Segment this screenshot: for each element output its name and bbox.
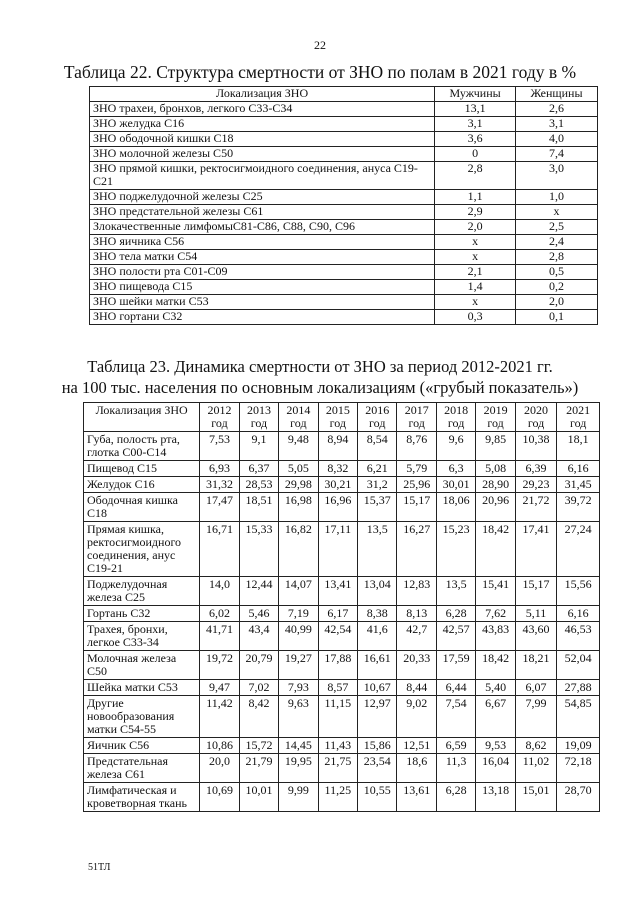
table23-cell-value: 11,3: [436, 754, 475, 783]
table23-cell-value: 31,45: [557, 477, 600, 493]
table23-cell-value: 6,3: [436, 461, 475, 477]
year-number: 2020: [524, 403, 549, 417]
table23-cell-value: 17,47: [200, 493, 239, 522]
table23-cell-value: 10,67: [358, 680, 397, 696]
table23-cell-value: 29,23: [515, 477, 557, 493]
table23-cell-value: 9,6: [436, 432, 475, 461]
table22-cell-men: 0,3: [435, 310, 516, 325]
table23-cell-value: 15,72: [239, 738, 278, 754]
table23-cell-value: 10,55: [358, 783, 397, 812]
table22-cell-loc: ЗНО трахеи, бронхов, легкого С33-С34: [90, 102, 435, 117]
table23-cell-value: 18,06: [436, 493, 475, 522]
year-number: 2013: [246, 403, 271, 417]
table23-cell-value: 16,82: [279, 522, 318, 577]
table22-cell-loc: ЗНО поджелудочной железы С25: [90, 190, 435, 205]
table22-cell-women: 0,1: [516, 310, 598, 325]
table23-title-line2: на 100 тыс. населения по основным локализациям («грубый показатель»): [61, 378, 579, 397]
table23-cell-loc: Шейка матки С53: [84, 680, 200, 696]
table23-cell-value: 9,53: [476, 738, 515, 754]
table23-cell-value: 8,32: [318, 461, 357, 477]
table23-cell-value: 6,16: [557, 606, 600, 622]
table23-cell-value: 5,40: [476, 680, 515, 696]
table23-cell-loc: Другие новообразования матки С54-55: [84, 696, 200, 738]
table22-header-loc: Локализация ЗНО: [90, 87, 435, 102]
table23-cell-value: 9,99: [279, 783, 318, 812]
table23-cell-value: 5,11: [515, 606, 557, 622]
year-number: 2021: [566, 403, 591, 417]
table23-row: [84, 622, 600, 651]
table23-cell-value: 30,01: [436, 477, 475, 493]
table23-cell-value: 16,71: [200, 522, 239, 577]
table23-cell-value: 18,21: [515, 651, 557, 680]
table22-row: [90, 102, 598, 117]
table23-cell-value: 16,04: [476, 754, 515, 783]
table23-header-year: [557, 403, 600, 432]
table22-header-men: Мужчины: [435, 87, 516, 102]
table23-cell-value: 7,02: [239, 680, 278, 696]
table22-cell-men: 1,1: [435, 190, 516, 205]
table22-cell-loc: ЗНО пищевода С15: [90, 280, 435, 295]
table23-cell-value: 8,13: [397, 606, 436, 622]
table23-row: [84, 493, 600, 522]
table23-cell-loc: Поджелудочная железа С25: [84, 577, 200, 606]
table23-cell-value: 40,99: [279, 622, 318, 651]
table23-cell-value: 21,72: [515, 493, 557, 522]
table23-cell-value: 18,42: [476, 522, 515, 577]
table23-cell-value: 17,11: [318, 522, 357, 577]
table23-cell-value: 14,0: [200, 577, 239, 606]
table23-cell-value: 42,54: [318, 622, 357, 651]
table22-cell-men: 1,4: [435, 280, 516, 295]
table23-cell-value: 25,96: [397, 477, 436, 493]
table23-header-row: [84, 403, 600, 432]
table22-cell-women: 2,4: [516, 235, 598, 250]
table23-cell-value: 20,33: [397, 651, 436, 680]
table23-cell-loc: Гортань С32: [84, 606, 200, 622]
table23-row: [84, 680, 600, 696]
year-suffix: год: [329, 416, 346, 430]
table23-cell-value: 15,86: [358, 738, 397, 754]
table23-cell-value: 39,72: [557, 493, 600, 522]
table23-cell-value: 12,83: [397, 577, 436, 606]
table22-row: [90, 280, 598, 295]
table23-cell-loc: Трахея, бронхи, легкое С33-34: [84, 622, 200, 651]
table22-cell-men: 3,6: [435, 132, 516, 147]
table23-cell-value: 20,79: [239, 651, 278, 680]
table22-cell-loc: ЗНО ободочной кишки С18: [90, 132, 435, 147]
table23-cell-value: 12,97: [358, 696, 397, 738]
table23-cell-loc: Желудок С16: [84, 477, 200, 493]
table23-cell-value: 19,95: [279, 754, 318, 783]
table23-cell-value: 6,17: [318, 606, 357, 622]
table23-cell-value: 16,96: [318, 493, 357, 522]
table23-cell-value: 43,4: [239, 622, 278, 651]
table23-cell-value: 8,54: [358, 432, 397, 461]
table23-cell-value: 15,17: [515, 577, 557, 606]
table22-row: [90, 295, 598, 310]
table23-row: [84, 606, 600, 622]
table23-cell-loc: Губа, полость рта, глотка С00-С14: [84, 432, 200, 461]
table22-row: [90, 220, 598, 235]
table23-cell-value: 5,46: [239, 606, 278, 622]
year-suffix: год: [447, 416, 465, 430]
table23-cell-value: 5,08: [476, 461, 515, 477]
year-suffix: год: [408, 416, 425, 430]
table23-cell-value: 8,62: [515, 738, 557, 754]
table23-cell-value: 15,37: [358, 493, 397, 522]
table23-cell-value: 6,39: [515, 461, 557, 477]
table23-title-line1: Таблица 23. Динамика смертности от ЗНО за период 2012-2021 гг.: [87, 357, 553, 376]
table23-cell-value: 7,54: [436, 696, 475, 738]
table23-cell-value: 15,41: [476, 577, 515, 606]
table22-cell-loc: ЗНО молочной железы С50: [90, 147, 435, 162]
table22-cell-men: 2,9: [435, 205, 516, 220]
table23-cell-value: 16,27: [397, 522, 436, 577]
table23-cell-value: 6,21: [358, 461, 397, 477]
table23-cell-value: 7,19: [279, 606, 318, 622]
table22: [89, 86, 598, 325]
table23-cell-value: 31,32: [200, 477, 239, 493]
table23-cell-value: 13,18: [476, 783, 515, 812]
table23-cell-value: 20,96: [476, 493, 515, 522]
table23-row: [84, 651, 600, 680]
table22-row: [90, 310, 598, 325]
table22-title: Таблица 22. Структура смертности от ЗНО по полам в 2021 году в %: [63, 62, 577, 82]
table23-cell-value: 13,5: [436, 577, 475, 606]
table23-cell-value: 29,98: [279, 477, 318, 493]
table22-cell-men: х: [435, 250, 516, 265]
table23-cell-value: 9,48: [279, 432, 318, 461]
table22-cell-women: 2,0: [516, 295, 598, 310]
table22-row: [90, 235, 598, 250]
table23-cell-value: 12,51: [397, 738, 436, 754]
table23: [83, 402, 600, 812]
table22-cell-men: 13,1: [435, 102, 516, 117]
table23-cell-value: 30,21: [318, 477, 357, 493]
table23-cell-value: 13,04: [358, 577, 397, 606]
table23-cell-value: 43,83: [476, 622, 515, 651]
year-suffix: год: [250, 416, 268, 430]
table22-row: [90, 162, 598, 190]
table23-header-loc: Локализация ЗНО: [84, 403, 200, 432]
table23-cell-value: 18,1: [557, 432, 600, 461]
table23-cell-value: 17,88: [318, 651, 357, 680]
table23-cell-loc: Лимфатическая и кроветворная ткань: [84, 783, 200, 812]
table23-cell-value: 8,38: [358, 606, 397, 622]
table22-cell-women: х: [516, 205, 598, 220]
table22-cell-women: 2,8: [516, 250, 598, 265]
table23-cell-value: 19,72: [200, 651, 239, 680]
table23-row: [84, 477, 600, 493]
table23-cell-value: 46,53: [557, 622, 600, 651]
table23-cell-value: 5,05: [279, 461, 318, 477]
table23-cell-value: 41,71: [200, 622, 239, 651]
table23-cell-value: 15,56: [557, 577, 600, 606]
table22-cell-men: 0: [435, 147, 516, 162]
table23-cell-value: 18,6: [397, 754, 436, 783]
table23-cell-value: 72,18: [557, 754, 600, 783]
table23-header-year: [476, 403, 515, 432]
table23-row: [84, 522, 600, 577]
table23-cell-value: 10,86: [200, 738, 239, 754]
table23-cell-loc: Предстательная железа С61: [84, 754, 200, 783]
table23-header-year: [279, 403, 318, 432]
table23-cell-value: 12,44: [239, 577, 278, 606]
table22-cell-women: 3,0: [516, 162, 598, 190]
table23-cell-value: 17,59: [436, 651, 475, 680]
table23-cell-value: 6,44: [436, 680, 475, 696]
table22-row: [90, 250, 598, 265]
table23-cell-value: 6,59: [436, 738, 475, 754]
table23-row: [84, 696, 600, 738]
year-suffix: год: [290, 416, 307, 430]
table23-cell-value: 7,99: [515, 696, 557, 738]
table23-cell-value: 11,43: [318, 738, 357, 754]
table23-cell-loc: Прямая кишка, ректосигмоидного соединения, анус С19-21: [84, 522, 200, 577]
table23-cell-value: 6,37: [239, 461, 278, 477]
year-number: 2014: [286, 403, 311, 417]
table23-row: [84, 461, 600, 477]
table23-cell-value: 28,53: [239, 477, 278, 493]
table23-cell-value: 23,54: [358, 754, 397, 783]
table23-cell-value: 13,61: [397, 783, 436, 812]
table23-cell-value: 6,28: [436, 606, 475, 622]
table22-row: [90, 190, 598, 205]
table23-cell-value: 8,94: [318, 432, 357, 461]
table23-cell-value: 15,17: [397, 493, 436, 522]
table23-cell-value: 54,85: [557, 696, 600, 738]
table23-cell-value: 8,57: [318, 680, 357, 696]
table23-cell-value: 11,42: [200, 696, 239, 738]
table23-cell-value: 21,79: [239, 754, 278, 783]
table23-cell-value: 10,01: [239, 783, 278, 812]
table23-row: [84, 432, 600, 461]
table23-cell-value: 15,01: [515, 783, 557, 812]
year-number: 2012: [207, 403, 232, 417]
table22-cell-loc: ЗНО тела матки С54: [90, 250, 435, 265]
table22-cell-loc: ЗНО предстательной железы С61: [90, 205, 435, 220]
table23-cell-value: 8,76: [397, 432, 436, 461]
table23-row: [84, 754, 600, 783]
table23-cell-value: 13,41: [318, 577, 357, 606]
year-suffix: год: [487, 416, 504, 430]
table23-cell-value: 43,60: [515, 622, 557, 651]
table23-cell-value: 6,28: [436, 783, 475, 812]
table23-cell-loc: Яичник С56: [84, 738, 200, 754]
table23-header-year: [358, 403, 397, 432]
table23-cell-value: 7,53: [200, 432, 239, 461]
table22-cell-women: 2,6: [516, 102, 598, 117]
table23-cell-value: 20,0: [200, 754, 239, 783]
table23-cell-value: 18,51: [239, 493, 278, 522]
table23-row: [84, 783, 600, 812]
table22-cell-loc: ЗНО шейки матки С53: [90, 295, 435, 310]
table23-cell-value: 31,2: [358, 477, 397, 493]
table23-cell-value: 16,61: [358, 651, 397, 680]
table22-cell-men: 2,1: [435, 265, 516, 280]
table23-cell-value: 41,6: [358, 622, 397, 651]
table23-cell-value: 27,24: [557, 522, 600, 577]
table22-cell-men: 2,0: [435, 220, 516, 235]
year-suffix: год: [569, 416, 587, 430]
table22-cell-women: 2,5: [516, 220, 598, 235]
table23-header-year: [397, 403, 436, 432]
table22-cell-men: х: [435, 295, 516, 310]
table23-cell-value: 15,33: [239, 522, 278, 577]
table22-cell-loc: ЗНО прямой кишки, ректосигмоидного соединения, ануса С19-С21: [90, 162, 435, 190]
table23-cell-value: 21,75: [318, 754, 357, 783]
table23-cell-value: 52,04: [557, 651, 600, 680]
table23-row: [84, 738, 600, 754]
footer-code: 51ТЛ: [88, 862, 111, 873]
table22-cell-women: 3,1: [516, 117, 598, 132]
table23-cell-value: 17,41: [515, 522, 557, 577]
table23-cell-value: 13,5: [358, 522, 397, 577]
table23-cell-value: 28,90: [476, 477, 515, 493]
table22-row: [90, 265, 598, 280]
table23-row: [84, 577, 600, 606]
table23-header-year: [515, 403, 557, 432]
table22-cell-loc: ЗНО желудка С16: [90, 117, 435, 132]
table23-cell-value: 9,85: [476, 432, 515, 461]
table22-row: [90, 132, 598, 147]
table23-cell-value: 42,7: [397, 622, 436, 651]
table23-cell-loc: Пищевод С15: [84, 461, 200, 477]
table23-cell-value: 19,27: [279, 651, 318, 680]
year-number: 2015: [325, 403, 350, 417]
year-number: 2017: [404, 403, 429, 417]
table23-cell-value: 6,93: [200, 461, 239, 477]
table22-cell-women: 4,0: [516, 132, 598, 147]
table23-cell-value: 6,67: [476, 696, 515, 738]
table23-cell-value: 42,57: [436, 622, 475, 651]
table23-cell-value: 9,02: [397, 696, 436, 738]
table23-cell-value: 6,16: [557, 461, 600, 477]
table22-cell-women: 0,5: [516, 265, 598, 280]
table23-cell-value: 14,07: [279, 577, 318, 606]
year-suffix: год: [527, 416, 545, 430]
table23-cell-value: 10,69: [200, 783, 239, 812]
table22-header-women: Женщины: [516, 87, 598, 102]
table23-cell-loc: Молочная железа С50: [84, 651, 200, 680]
table23-header-year: [318, 403, 357, 432]
table23-header-year: [200, 403, 239, 432]
table22-cell-loc: ЗНО гортани С32: [90, 310, 435, 325]
year-suffix: год: [211, 416, 228, 430]
table23-cell-loc: Ободочная кишка С18: [84, 493, 200, 522]
year-number: 2016: [365, 403, 390, 417]
table23-cell-value: 11,02: [515, 754, 557, 783]
table22-row: [90, 117, 598, 132]
table23-cell-value: 28,70: [557, 783, 600, 812]
table22-cell-men: 2,8: [435, 162, 516, 190]
table23-cell-value: 7,93: [279, 680, 318, 696]
year-number: 2019: [483, 403, 508, 417]
table22-cell-women: 1,0: [516, 190, 598, 205]
table23-header-year: [239, 403, 278, 432]
table23-cell-value: 11,15: [318, 696, 357, 738]
table23-cell-value: 5,79: [397, 461, 436, 477]
table22-header-row: [90, 87, 598, 102]
table23-cell-value: 11,25: [318, 783, 357, 812]
table22-cell-men: 3,1: [435, 117, 516, 132]
table22-row: [90, 147, 598, 162]
table23-cell-value: 15,23: [436, 522, 475, 577]
table22-cell-women: 0,2: [516, 280, 598, 295]
year-suffix: год: [369, 416, 386, 430]
table23-cell-value: 10,38: [515, 432, 557, 461]
table23-cell-value: 18,42: [476, 651, 515, 680]
table23-cell-value: 6,02: [200, 606, 239, 622]
year-number: 2018: [444, 403, 469, 417]
table22-cell-women: 7,4: [516, 147, 598, 162]
table22-row: [90, 205, 598, 220]
table23-cell-value: 7,62: [476, 606, 515, 622]
page-number: 22: [314, 38, 326, 52]
table23-cell-value: 9,47: [200, 680, 239, 696]
table23-header-year: [436, 403, 475, 432]
table22-cell-loc: Злокачественные лимфомыС81-С86, С88, С90, С96: [90, 220, 435, 235]
table23-cell-value: 19,09: [557, 738, 600, 754]
table22-cell-men: х: [435, 235, 516, 250]
table23-cell-value: 6,07: [515, 680, 557, 696]
table23-cell-value: 8,44: [397, 680, 436, 696]
table23-cell-value: 27,88: [557, 680, 600, 696]
table23-cell-value: 8,42: [239, 696, 278, 738]
table22-cell-loc: ЗНО полости рта С01-С09: [90, 265, 435, 280]
table22-cell-loc: ЗНО яичника С56: [90, 235, 435, 250]
table23-cell-value: 9,1: [239, 432, 278, 461]
table23-cell-value: 16,98: [279, 493, 318, 522]
table23-cell-value: 9,63: [279, 696, 318, 738]
table23-cell-value: 14,45: [279, 738, 318, 754]
